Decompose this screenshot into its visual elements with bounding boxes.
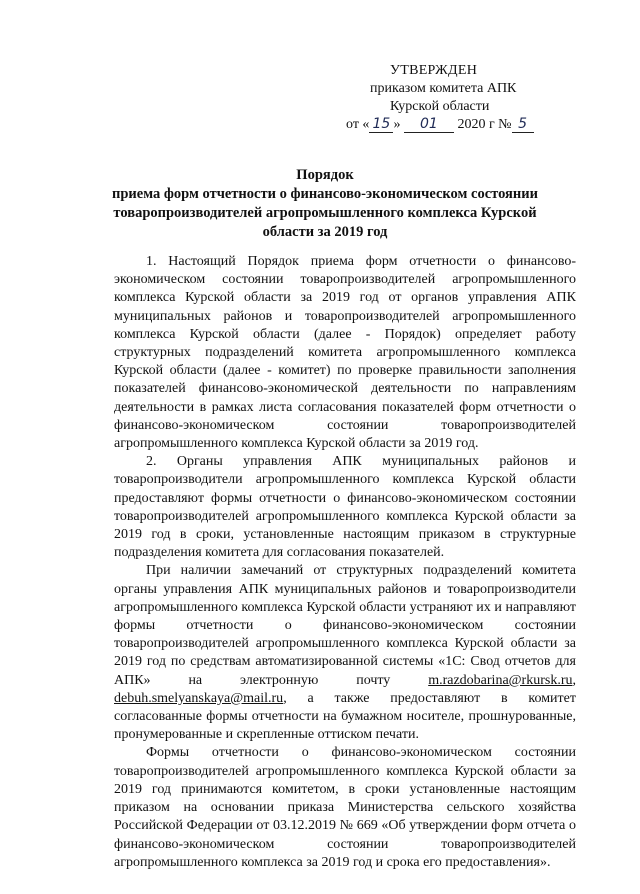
paragraph-3-text-start: При наличии замечаний от структурных подразделений комитета органы управления АПК муниципальных районов и товаропроизводители агропромышленного комплекса Курской области устраняют их и направляют формы отчетности о финансово-экономическом состоянии товаропроизводителей агропромышленного комплекса Курской области за 2019 год по средствам автоматизированной системы «1С: Свод отчетов для АПК» на электронную почту (114, 563, 576, 688)
approval-title: УТВЕРЖДЕН (390, 63, 478, 78)
approval-region-line: Курской области (390, 99, 490, 114)
paragraph-1: 1. Настоящий Порядок приема форм отчетности о финансово-экономическом состоянии товаропроизводителей агропромышленного комплекса Курской области за 2019 год от органов управления АПК муниципальных районов и товаропроизводителей агропромышленного комплекса Курской области (далее - Порядок) определяет работу структурных подразделений комитета агропромышленного комплекса Курской области (далее - комитет) по проверке правильности заполнения показателей финансово-экономической деятельности по направлениям деятельности в рамках листа согласования показателей форм отчетности о финансово-экономическом состоянии товаропроизводителей агропромышленного комплекса Курской области за 2019 год. (114, 254, 576, 452)
document-subtitle: приема форм отчетности о финансово-экономическом состоянии товаропроизводителей агропромышленного комплекса Курской области за 2019 год (112, 186, 538, 240)
paragraph-2: 2. Органы управления АПК муниципальных районов и товаропроизводители агропромышленного комплекса Курской области предоставляют формы отчетности о финансово-экономическом состоянии товаропроизводителей агропромышленного комплекса Курской области за 2019 год в сроки, установленные настоящим приказом в структурные подразделения комитета для согласования показателей. (114, 454, 576, 561)
approval-stamp (340, 62, 630, 134)
document-title-block (110, 166, 540, 242)
approval-order-line: приказом комитета АПК (370, 81, 517, 96)
email-link-razdobarina[interactable]: m.razdobarina@rkursk.ru (428, 672, 573, 688)
document-body (114, 253, 576, 872)
handwritten-order-number: 5 (512, 117, 534, 133)
date-year: 2020 г № (453, 117, 512, 132)
paragraph-3 (114, 562, 576, 744)
date-mid: » (393, 117, 404, 132)
email-separator: , (572, 672, 576, 688)
approval-date-line (340, 116, 630, 134)
handwritten-month: 01 (404, 117, 454, 133)
paragraph-4: Формы отчетности о финансово-экономическом состоянии товаропроизводителей агропромышленного комплекса Курской области за 2019 год принимаются комитетом, в сроки установленные настоящим приказом на основании приказа Министерства сельского хозяйства Российской Федерации от 03.12.2019 № 669 «Об утверждении форм отчета о финансово-экономическом состоянии товаропроизводителей агропромышленного комплекса за 2019 год и срока его предоставления». (114, 745, 576, 870)
paragraph-3-text-end: , а также предоставляют в комитет согласованные формы отчетности на бумажном носителе, прошнурованные, пронумерованные и скрепленные оттиском печати. (114, 690, 576, 743)
date-prefix: от « (346, 117, 370, 132)
document-title: Порядок (296, 167, 354, 183)
handwritten-day: 15 (369, 117, 393, 133)
email-link-smelyanskaya[interactable]: debuh.smelyanskaya@mail.ru (114, 690, 284, 706)
